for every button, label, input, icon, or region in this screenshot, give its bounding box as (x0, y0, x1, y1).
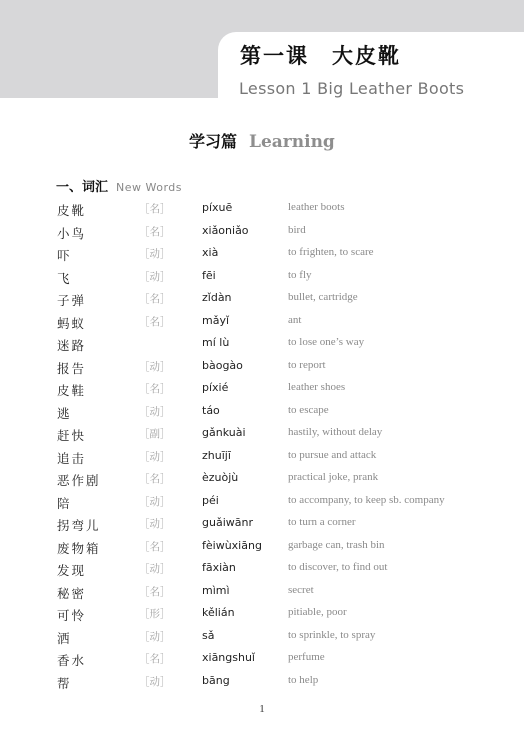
vocab-row (0, 311, 524, 334)
vocab-part-of-speech: ［动］ (139, 450, 171, 463)
vocab-row (0, 401, 524, 424)
vocab-row (0, 671, 524, 694)
lesson-title-chinese: 第一课 大皮靴 (240, 43, 401, 68)
vocab-definition: to discover, to find out (288, 561, 388, 573)
vocab-word: 蚂蚁 (57, 315, 87, 331)
vocab-pinyin: zhuījī (202, 448, 231, 462)
vocab-word: 小鸟 (57, 225, 87, 241)
vocab-part-of-speech: ［动］ (139, 360, 171, 373)
vocab-row (0, 356, 524, 379)
vocab-row (0, 221, 524, 244)
vocab-word: 废物箱 (57, 540, 101, 556)
vocab-pinyin: péi (202, 493, 219, 507)
vocab-pinyin: píxié (202, 381, 229, 394)
vocab-definition: leather boots (288, 201, 345, 213)
vocab-pinyin: mí lù (202, 336, 230, 349)
section-title-chinese: 学习篇 (189, 132, 238, 151)
vocab-part-of-speech: ［名］ (139, 203, 171, 215)
vocab-part-of-speech: ［名］ (139, 225, 171, 238)
vocab-word: 飞 (57, 270, 72, 286)
vocab-row (0, 446, 524, 469)
vocab-part-of-speech: ［名］ (139, 585, 171, 598)
vocab-word: 吓 (57, 248, 72, 263)
vocab-row (0, 288, 524, 311)
vocab-definition: to help (288, 673, 319, 686)
vocab-definition: ant (288, 313, 302, 326)
vocab-definition: to fly (288, 268, 312, 281)
vocab-word: 赶快 (57, 428, 87, 443)
vocab-definition: bullet, cartridge (288, 291, 358, 303)
vocab-pinyin: fēi (202, 268, 216, 282)
vocab-part-of-speech: ［动］ (139, 675, 171, 688)
vocab-row (0, 558, 524, 581)
vocab-definition: to turn a corner (288, 516, 356, 528)
vocab-word: 皮鞋 (57, 383, 87, 398)
vocab-part-of-speech: ［动］ (139, 248, 171, 260)
vocab-part-of-speech: ［名］ (139, 315, 171, 328)
vocab-part-of-speech: ［形］ (139, 608, 171, 620)
vocab-part-of-speech: ［动］ (139, 630, 171, 643)
vocab-word: 子弹 (57, 293, 87, 308)
vocab-definition: to frighten, to scare (288, 246, 374, 258)
vocab-definition: to pursue and attack (288, 448, 377, 461)
vocab-definition: to accompany, to keep sb. company (288, 493, 445, 506)
vocab-part-of-speech: ［副］ (139, 428, 171, 440)
vocab-pinyin: èzuòjù (202, 471, 239, 484)
vocab-row (0, 513, 524, 536)
vocab-definition: bird (288, 223, 306, 236)
vocab-pinyin: mǎyǐ (202, 313, 230, 327)
vocab-part-of-speech: ［动］ (139, 495, 171, 508)
vocab-word: 追击 (57, 450, 87, 466)
vocab-definition: to sprinkle, to spray (288, 628, 376, 641)
vocab-part-of-speech: ［名］ (139, 293, 171, 305)
page-number: 1 (259, 703, 265, 715)
vocab-row (0, 266, 524, 289)
lesson-title-english: Lesson 1 Big Leather Boots (239, 79, 465, 98)
vocab-part-of-speech: ［动］ (139, 563, 171, 575)
vocab-row (0, 198, 524, 221)
vocab-part-of-speech: ［名］ (139, 473, 171, 485)
vocab-row (0, 603, 524, 626)
vocab-pinyin: xiǎoniǎo (202, 223, 249, 237)
vocab-word: 恶作剧 (57, 473, 101, 488)
vocab-definition: pitiable, poor (288, 606, 347, 618)
vocab-pinyin: fāxiàn (202, 561, 236, 574)
vocab-row (0, 423, 524, 446)
vocab-part-of-speech: ［动］ (139, 270, 171, 283)
vocab-row (0, 468, 524, 491)
vocab-pinyin: bàogào (202, 358, 243, 372)
vocab-pinyin: sǎ (202, 628, 215, 642)
vocab-pinyin: bāng (202, 673, 230, 687)
vocab-definition: garbage can, trash bin (288, 538, 385, 551)
vocab-row (0, 333, 524, 356)
section-title-english: Learning (249, 132, 335, 152)
vocab-definition: perfume (288, 651, 325, 663)
subsection-title-chinese: 一、词汇 (56, 180, 109, 195)
subsection-title (56, 176, 182, 195)
vocab-word: 洒 (57, 630, 72, 646)
vocab-part-of-speech: ［动］ (139, 518, 171, 530)
vocab-definition: secret (288, 583, 314, 596)
vocab-pinyin: mìmì (202, 583, 230, 597)
vocab-word: 可怜 (57, 608, 87, 623)
vocab-pinyin: táo (202, 403, 220, 417)
vocab-row (0, 491, 524, 514)
vocab-word: 秘密 (57, 585, 87, 601)
section-title (189, 129, 335, 152)
vocab-part-of-speech: ［动］ (139, 405, 171, 418)
vocab-definition: leather shoes (288, 381, 346, 393)
vocab-part-of-speech: ［名］ (139, 653, 171, 665)
vocab-word: 迷路 (57, 338, 87, 353)
vocab-word: 陪 (57, 495, 72, 511)
vocab-pinyin: kělián (202, 606, 235, 619)
vocab-pinyin: píxuē (202, 201, 233, 214)
vocab-definition: hastily, without delay (288, 426, 383, 438)
vocabulary-list (0, 198, 524, 693)
vocab-row (0, 581, 524, 604)
vocab-pinyin: zǐdàn (202, 291, 232, 304)
vocab-pinyin: guǎiwānr (202, 516, 253, 529)
vocab-word: 报告 (57, 360, 87, 376)
subsection-title-english: New Words (116, 181, 183, 194)
vocab-word: 逃 (57, 405, 72, 421)
vocab-word: 发现 (57, 563, 87, 578)
vocab-word: 拐弯儿 (57, 518, 101, 533)
vocab-pinyin: fèiwùxiāng (202, 538, 262, 552)
vocab-row (0, 648, 524, 671)
vocab-part-of-speech: ［名］ (139, 383, 171, 395)
vocab-word: 皮靴 (57, 203, 87, 218)
vocab-row (0, 378, 524, 401)
vocab-part-of-speech: ［名］ (139, 540, 171, 553)
vocab-definition: to lose one’s way (288, 336, 365, 348)
vocab-row (0, 243, 524, 266)
vocab-definition: to escape (288, 403, 329, 416)
vocab-definition: to report (288, 358, 326, 371)
vocab-row (0, 626, 524, 649)
vocab-definition: practical joke, prank (288, 471, 379, 483)
vocab-word: 帮 (57, 675, 72, 691)
vocab-pinyin: xiāngshuǐ (202, 651, 255, 664)
vocab-pinyin: xià (202, 246, 219, 259)
vocab-pinyin: gǎnkuài (202, 426, 246, 439)
vocab-row (0, 536, 524, 559)
vocab-word: 香水 (57, 653, 87, 668)
